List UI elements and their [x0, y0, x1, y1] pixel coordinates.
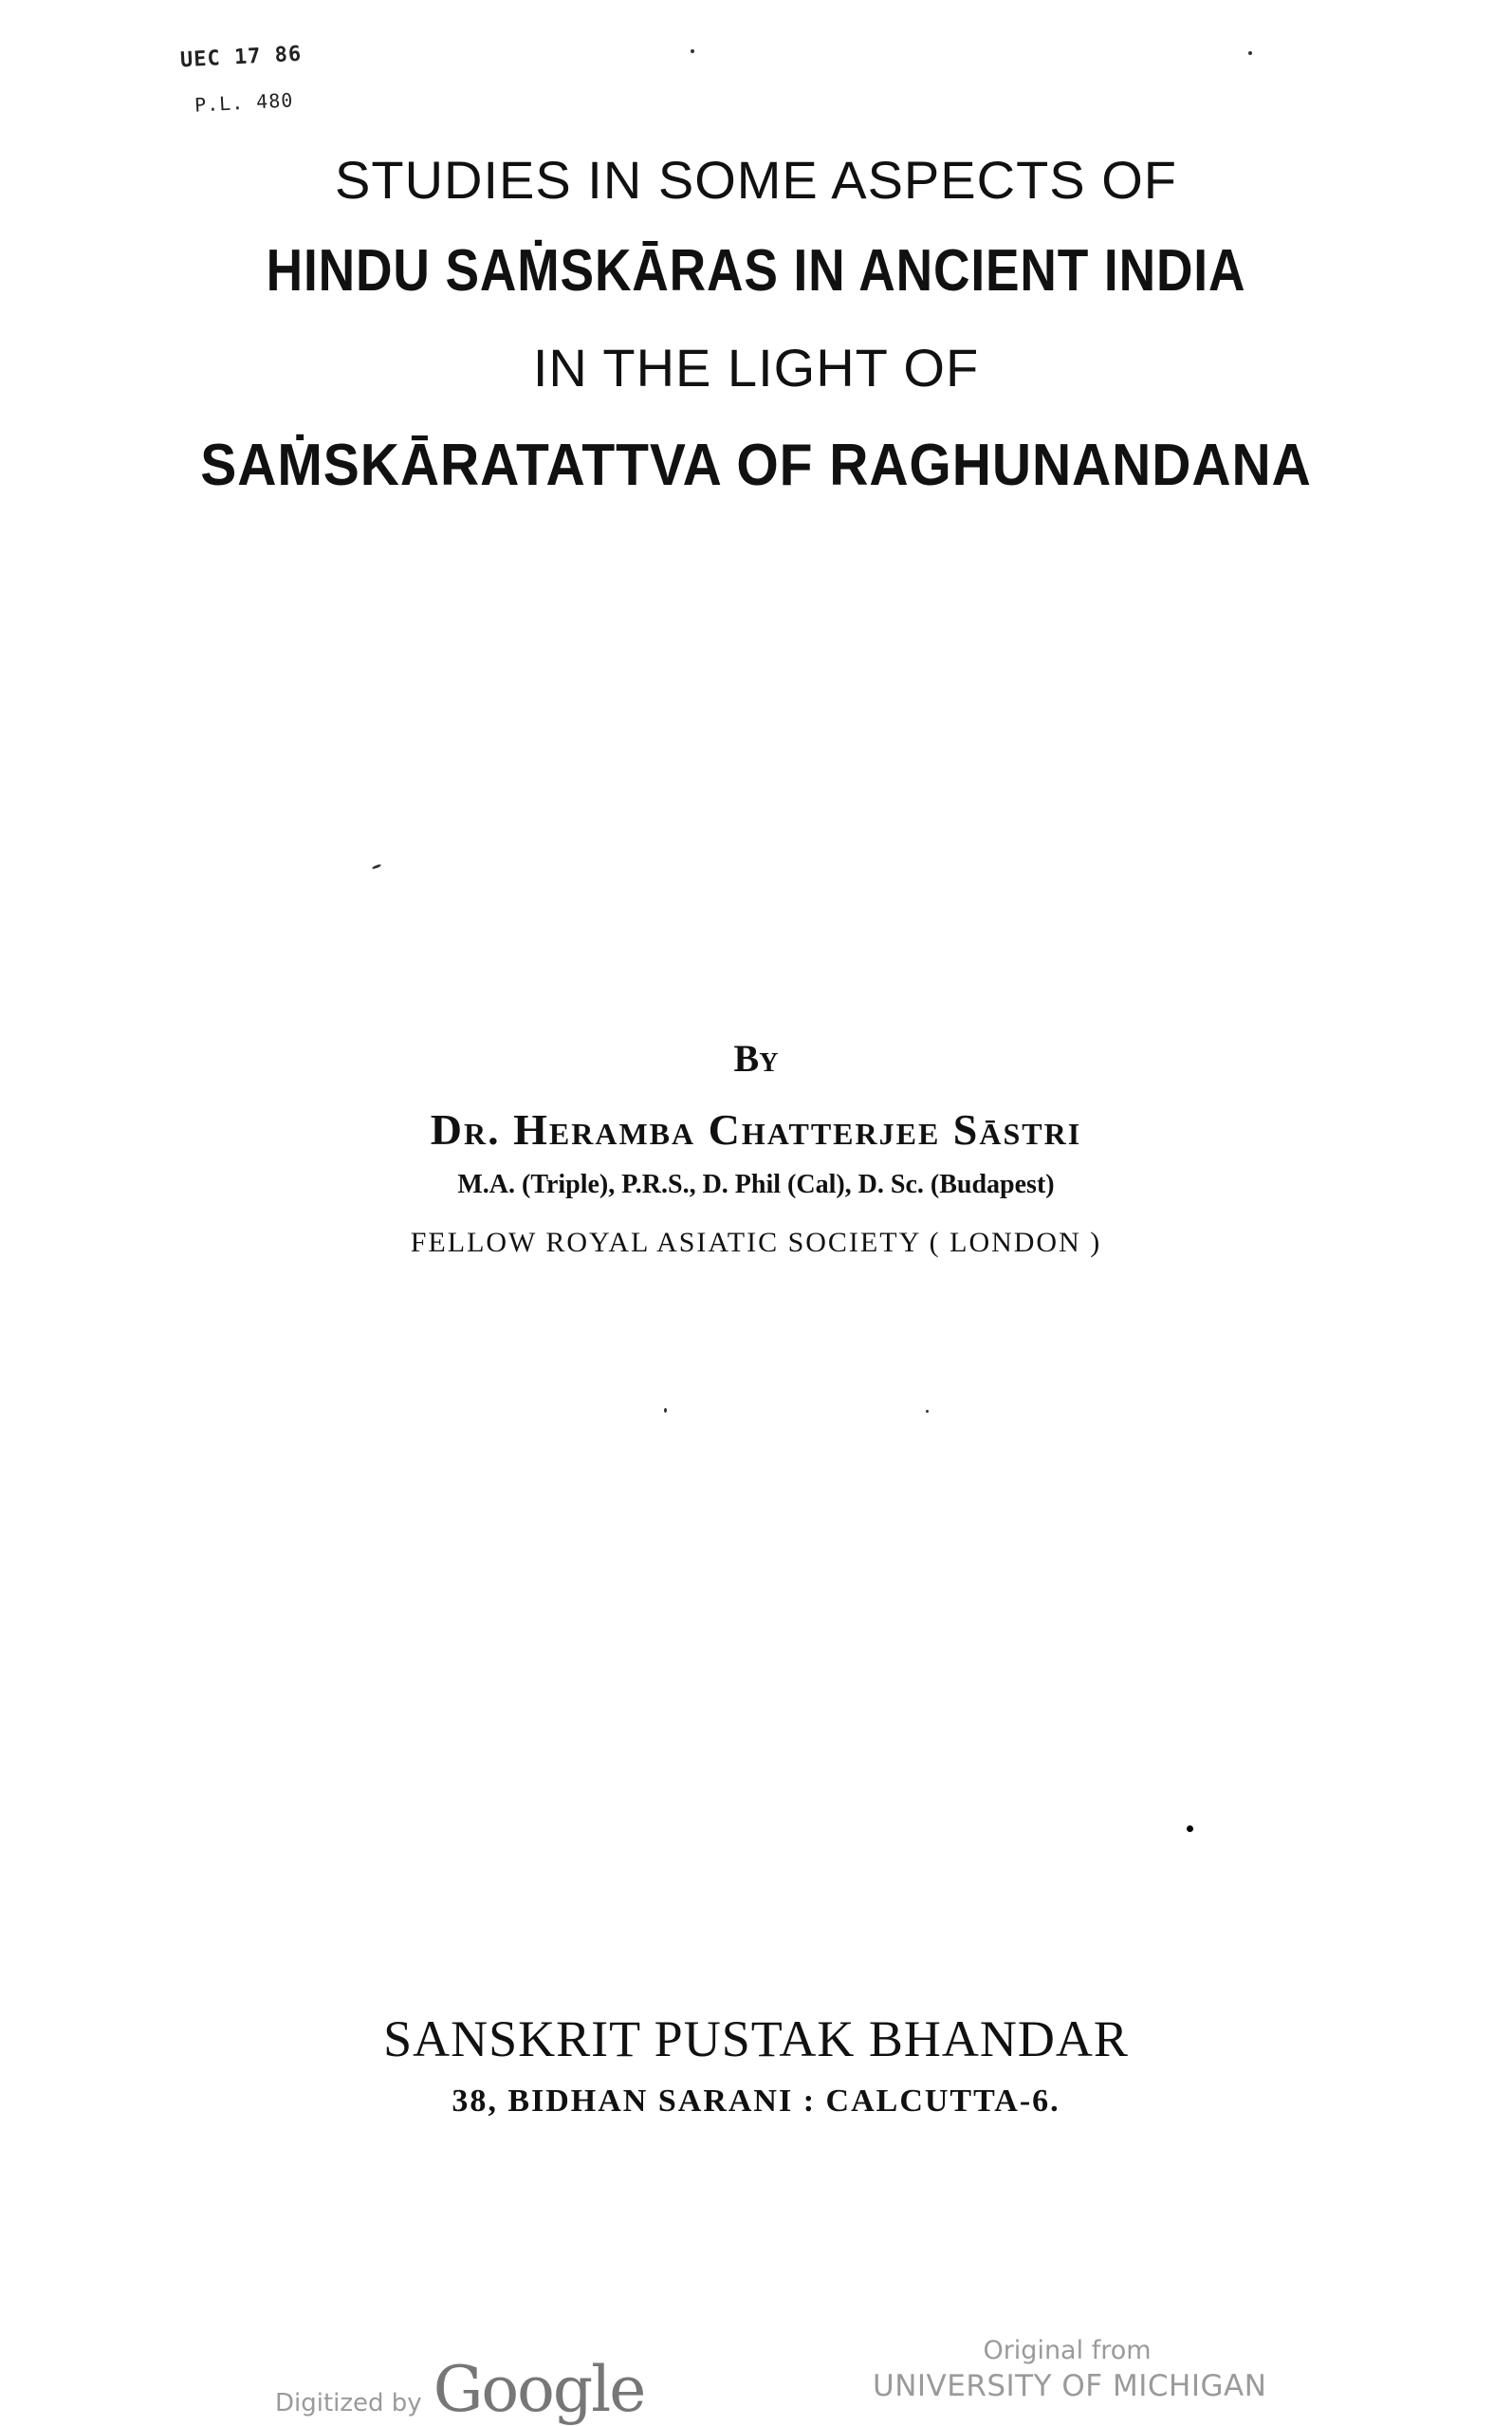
scan-speck [926, 1410, 929, 1413]
publisher-address: 38, BIDHAN SARANI : CALCUTTA-6. [452, 2083, 1060, 2119]
scan-speck [1187, 1825, 1193, 1832]
author-fellowship: FELLOW ROYAL ASIATIC SOCIETY ( LONDON ) [410, 1227, 1102, 1258]
google-logo: Google [433, 2353, 645, 2426]
original-source [873, 2334, 1267, 2404]
author-name: Dr. Heramba Chatterjee Sāstri [430, 1105, 1082, 1154]
by-label: By [733, 1037, 779, 1080]
title-line-3: IN THE LIGHT OF [532, 338, 980, 398]
author-degrees: M.A. (Triple), P.R.S., D. Phil (Cal), D. Sc. (Budapest) [457, 1170, 1055, 1199]
stamp-line-1: UEC 17 86 [179, 42, 303, 73]
title-line-2: HINDU SAṀSKĀRAS IN ANCIENT INDIA [266, 238, 1246, 304]
title-line-1: STUDIES IN SOME ASPECTS OF [335, 150, 1177, 210]
digitized-by-label: Digitized by [275, 2389, 422, 2417]
scan-speck [691, 49, 694, 53]
scan-speck [1248, 51, 1252, 55]
original-from-label: Original from [983, 2336, 1152, 2365]
university-name: UNIVERSITY OF MICHIGAN [873, 2369, 1267, 2403]
stamp-line-2: P.L. 480 [194, 88, 294, 117]
scan-speck [372, 863, 381, 869]
digitized-by-google [275, 2353, 644, 2426]
publisher-name: SANSKRIT PUSTAK BHANDAR [383, 2010, 1129, 2067]
scan-speck [664, 1408, 667, 1413]
title-line-4: SAṀSKĀRATATTVA OF RAGHUNANDANA [200, 433, 1312, 498]
